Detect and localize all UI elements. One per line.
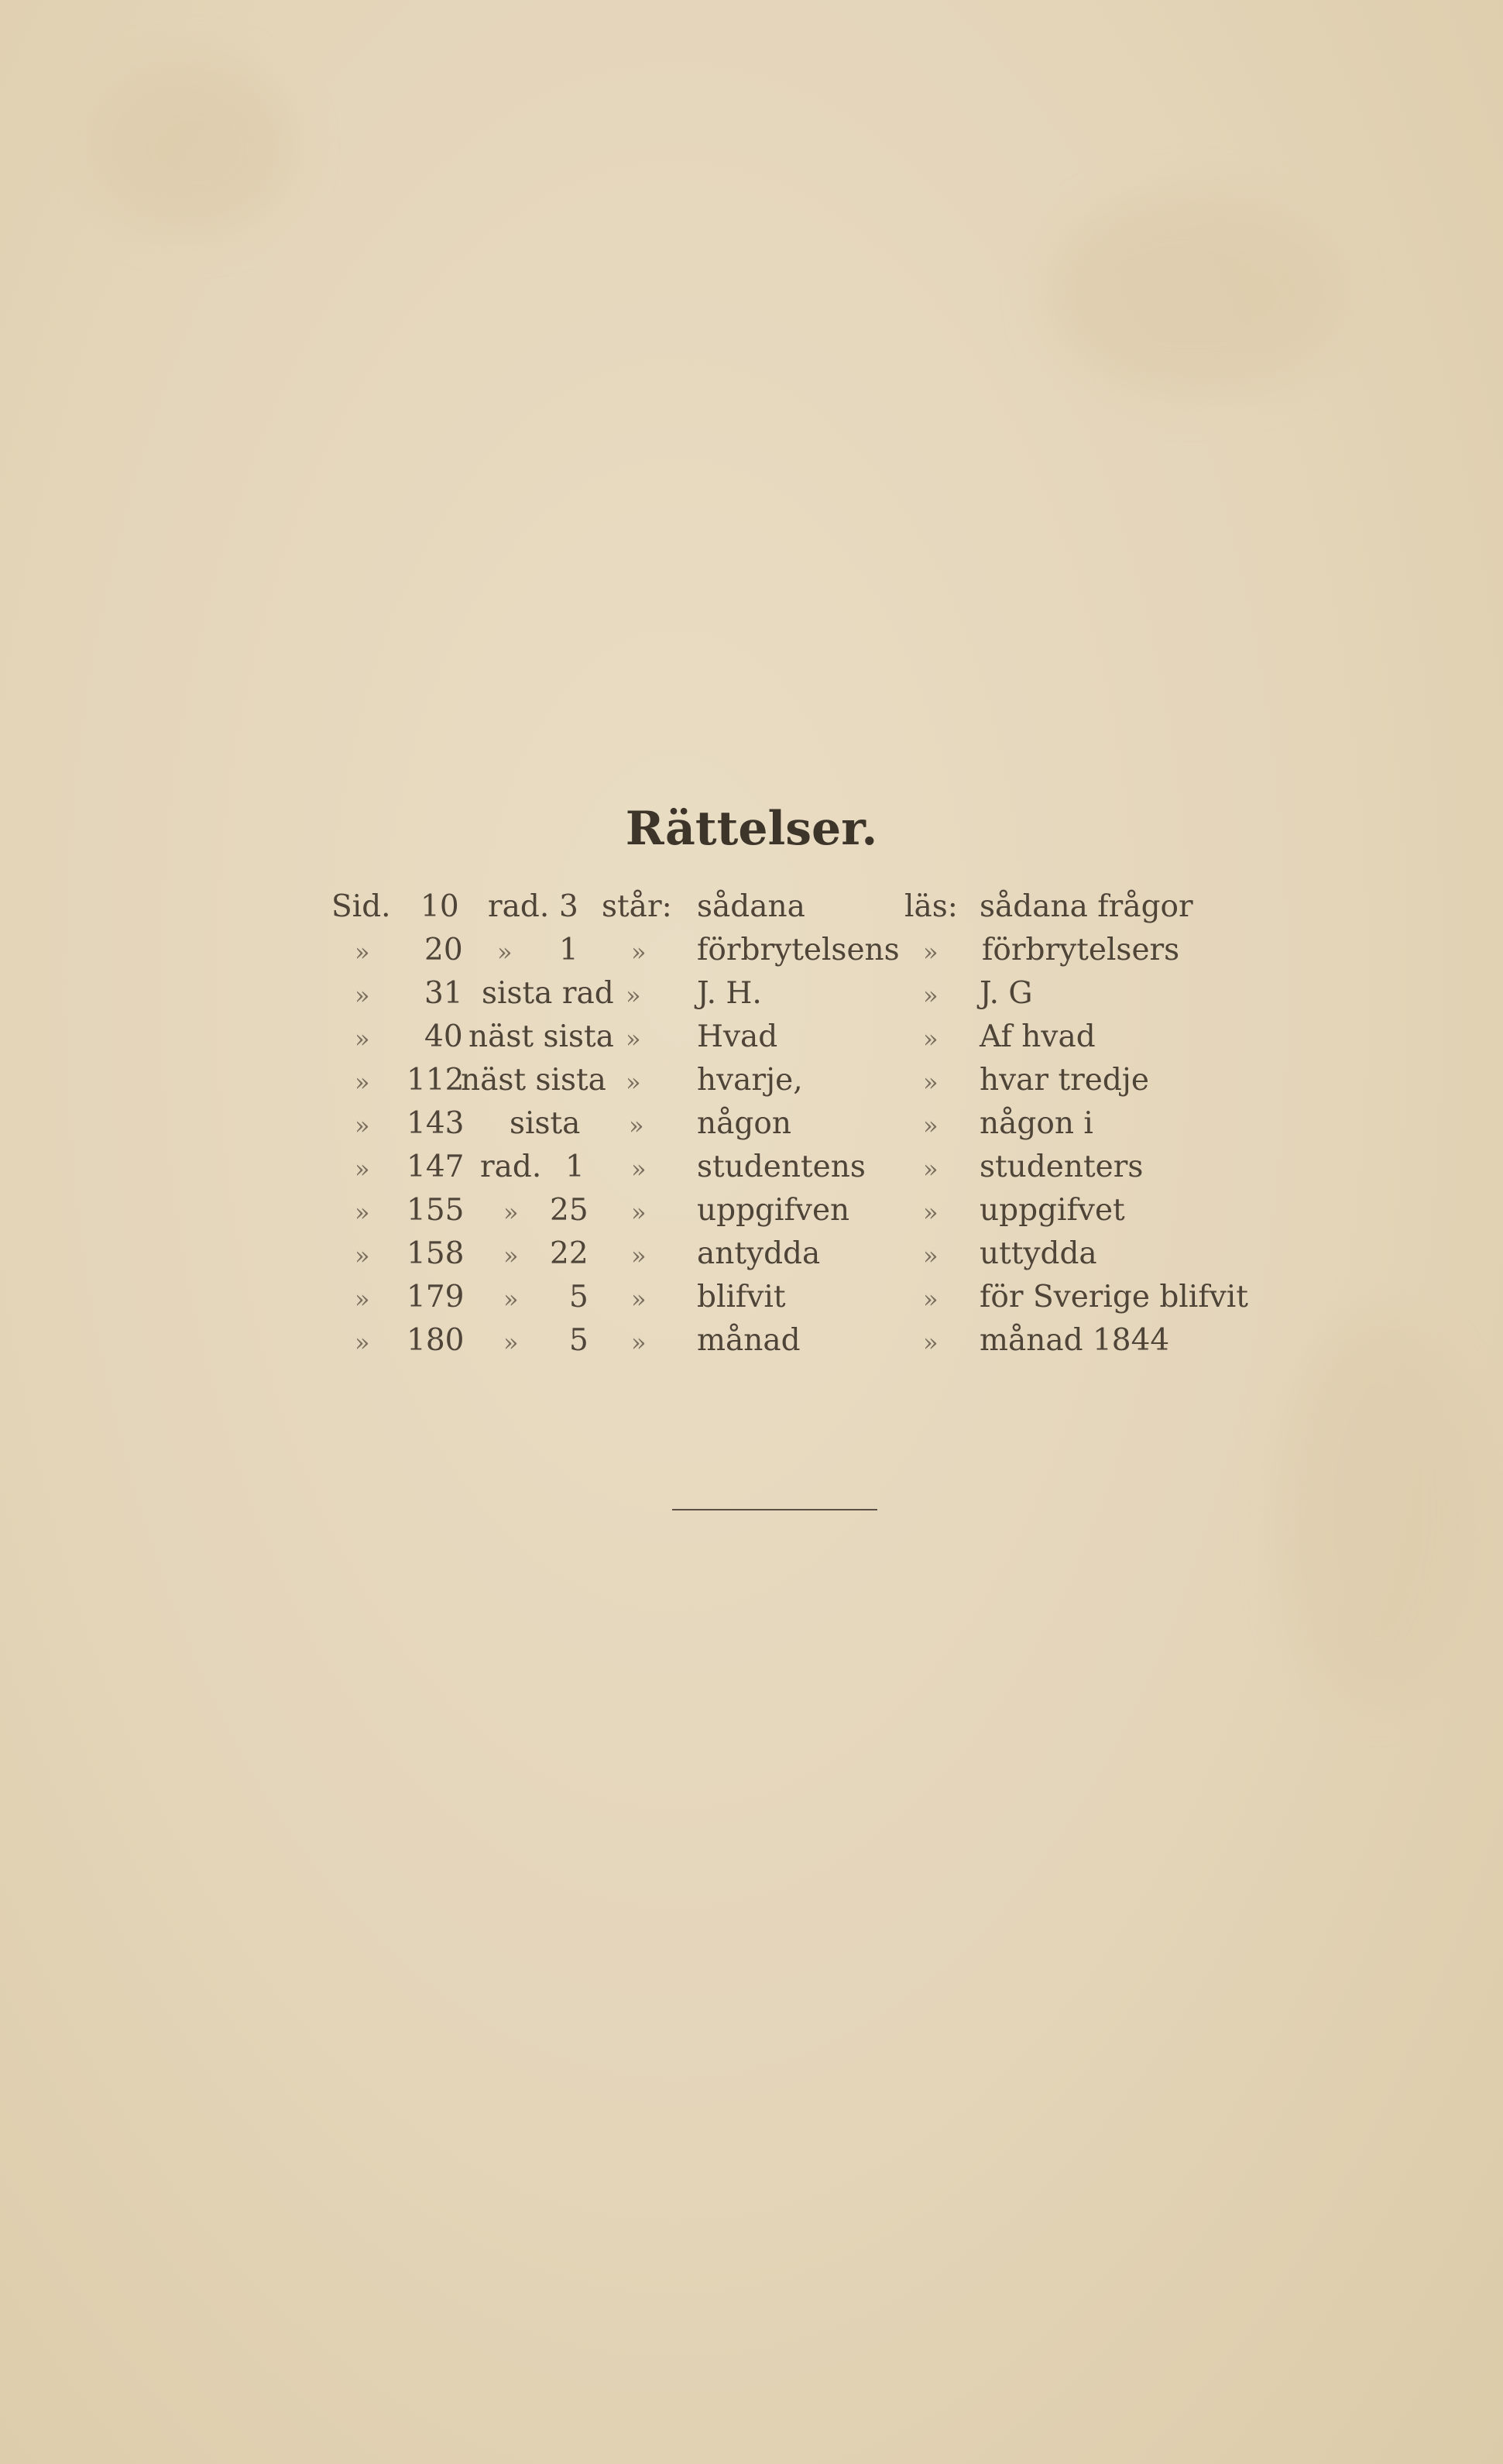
page-number: 112 xyxy=(407,1063,465,1098)
erroneous-text: blifvit xyxy=(697,1280,786,1314)
corrected-text: för Sverige blifvit xyxy=(980,1280,1248,1314)
page-number: 40 xyxy=(424,1019,463,1054)
ditto-mark: » xyxy=(355,1154,370,1184)
line-ref: sista xyxy=(510,1106,581,1141)
page-title: Rättelser. xyxy=(625,802,878,856)
page-number: 143 xyxy=(407,1106,465,1141)
page-number: 179 xyxy=(407,1280,465,1314)
page-number: 10 xyxy=(420,889,459,924)
line-ref: 25 xyxy=(550,1193,589,1228)
page-number: 31 xyxy=(424,976,463,1011)
errata-row xyxy=(0,976,1503,1019)
ditto-mark: » xyxy=(503,1198,519,1227)
ditto-mark: » xyxy=(629,1111,644,1140)
line-ref: näst sista xyxy=(468,1019,614,1054)
line-ref: 5 xyxy=(569,1280,589,1314)
ditto-mark: » xyxy=(626,1067,641,1097)
errata-row xyxy=(0,1236,1503,1280)
corrected-text: någon i xyxy=(980,1106,1093,1141)
erroneous-text: sådana xyxy=(697,889,805,924)
line-ref: sista rad xyxy=(482,976,614,1011)
ditto-mark: » xyxy=(355,1024,370,1053)
ditto-mark: » xyxy=(355,1241,370,1270)
ditto-mark: » xyxy=(631,1154,647,1184)
erroneous-text: Hvad xyxy=(697,1019,778,1054)
ditto-mark: » xyxy=(923,981,939,1010)
ditto-mark: » xyxy=(631,1328,647,1357)
corrected-text: hvar tredje xyxy=(980,1063,1149,1098)
ditto-mark: » xyxy=(355,1284,370,1314)
ditto-mark: » xyxy=(355,981,370,1010)
ditto-mark: » xyxy=(355,937,370,967)
page-number: 158 xyxy=(407,1236,465,1271)
rad-label: rad. xyxy=(480,1150,542,1184)
ditto-mark: » xyxy=(923,1111,939,1140)
errata-row xyxy=(0,1323,1503,1366)
line-ref: 1 xyxy=(559,933,578,967)
page-number: 155 xyxy=(407,1193,465,1228)
ditto-mark: » xyxy=(631,937,647,967)
errata-row xyxy=(0,1019,1503,1063)
corrected-text: förbrytelsers xyxy=(982,933,1180,967)
line-ref: 1 xyxy=(565,1150,585,1184)
corrected-text: uttydda xyxy=(980,1236,1097,1271)
erroneous-text: studentens xyxy=(697,1150,866,1184)
ditto-mark: » xyxy=(497,937,513,967)
closing-rule xyxy=(672,1509,877,1510)
line-ref: näst sista xyxy=(461,1063,606,1098)
ditto-mark: » xyxy=(923,1198,939,1227)
corrected-text: studenters xyxy=(980,1150,1144,1184)
ditto-mark: » xyxy=(923,1284,939,1314)
erroneous-text: förbrytelsens xyxy=(697,933,900,967)
errata-row xyxy=(0,1193,1503,1236)
erroneous-text: någon xyxy=(697,1106,791,1141)
line-ref: 3 xyxy=(559,889,578,924)
errata-row xyxy=(0,889,1503,933)
ditto-mark: » xyxy=(503,1328,519,1357)
las-label: läs: xyxy=(904,889,958,924)
ditto-mark: » xyxy=(503,1241,519,1270)
ditto-mark: » xyxy=(355,1198,370,1227)
ditto-mark: » xyxy=(355,1111,370,1140)
ditto-mark: » xyxy=(923,1328,939,1357)
ditto-mark: » xyxy=(631,1241,647,1270)
ditto-mark: » xyxy=(923,1067,939,1097)
errata-row xyxy=(0,1063,1503,1106)
line-ref: 22 xyxy=(550,1236,589,1271)
corrected-text: månad 1844 xyxy=(980,1323,1170,1358)
corrected-text: sådana frågor xyxy=(980,889,1193,924)
ditto-mark: » xyxy=(626,981,641,1010)
page-number: 180 xyxy=(407,1323,465,1358)
erroneous-text: J. H. xyxy=(697,976,762,1011)
ditto-mark: » xyxy=(923,937,939,967)
errata-row xyxy=(0,1150,1503,1193)
page-number: 147 xyxy=(407,1150,465,1184)
erroneous-text: antydda xyxy=(697,1236,821,1271)
errata-row xyxy=(0,933,1503,976)
corrected-text: uppgifvet xyxy=(980,1193,1125,1228)
ditto-mark: » xyxy=(626,1024,641,1053)
ditto-mark: » xyxy=(923,1241,939,1270)
ditto-mark: » xyxy=(923,1024,939,1053)
erroneous-text: uppgifven xyxy=(697,1193,850,1228)
erroneous-text: månad xyxy=(697,1323,801,1358)
rad-label: rad. xyxy=(488,889,550,924)
sid-label: Sid. xyxy=(331,889,391,924)
errata-row xyxy=(0,1280,1503,1323)
ditto-mark: » xyxy=(631,1198,647,1227)
ditto-mark: » xyxy=(355,1067,370,1097)
corrected-text: Af hvad xyxy=(980,1019,1096,1054)
errata-row xyxy=(0,1106,1503,1150)
erroneous-text: hvarje, xyxy=(697,1063,803,1098)
corrected-text: J. G xyxy=(980,976,1033,1011)
ditto-mark: » xyxy=(503,1284,519,1314)
ditto-mark: » xyxy=(923,1154,939,1184)
star-label: står: xyxy=(602,889,672,924)
line-ref: 5 xyxy=(569,1323,589,1358)
ditto-mark: » xyxy=(355,1328,370,1357)
page-number: 20 xyxy=(424,933,463,967)
ditto-mark: » xyxy=(631,1284,647,1314)
